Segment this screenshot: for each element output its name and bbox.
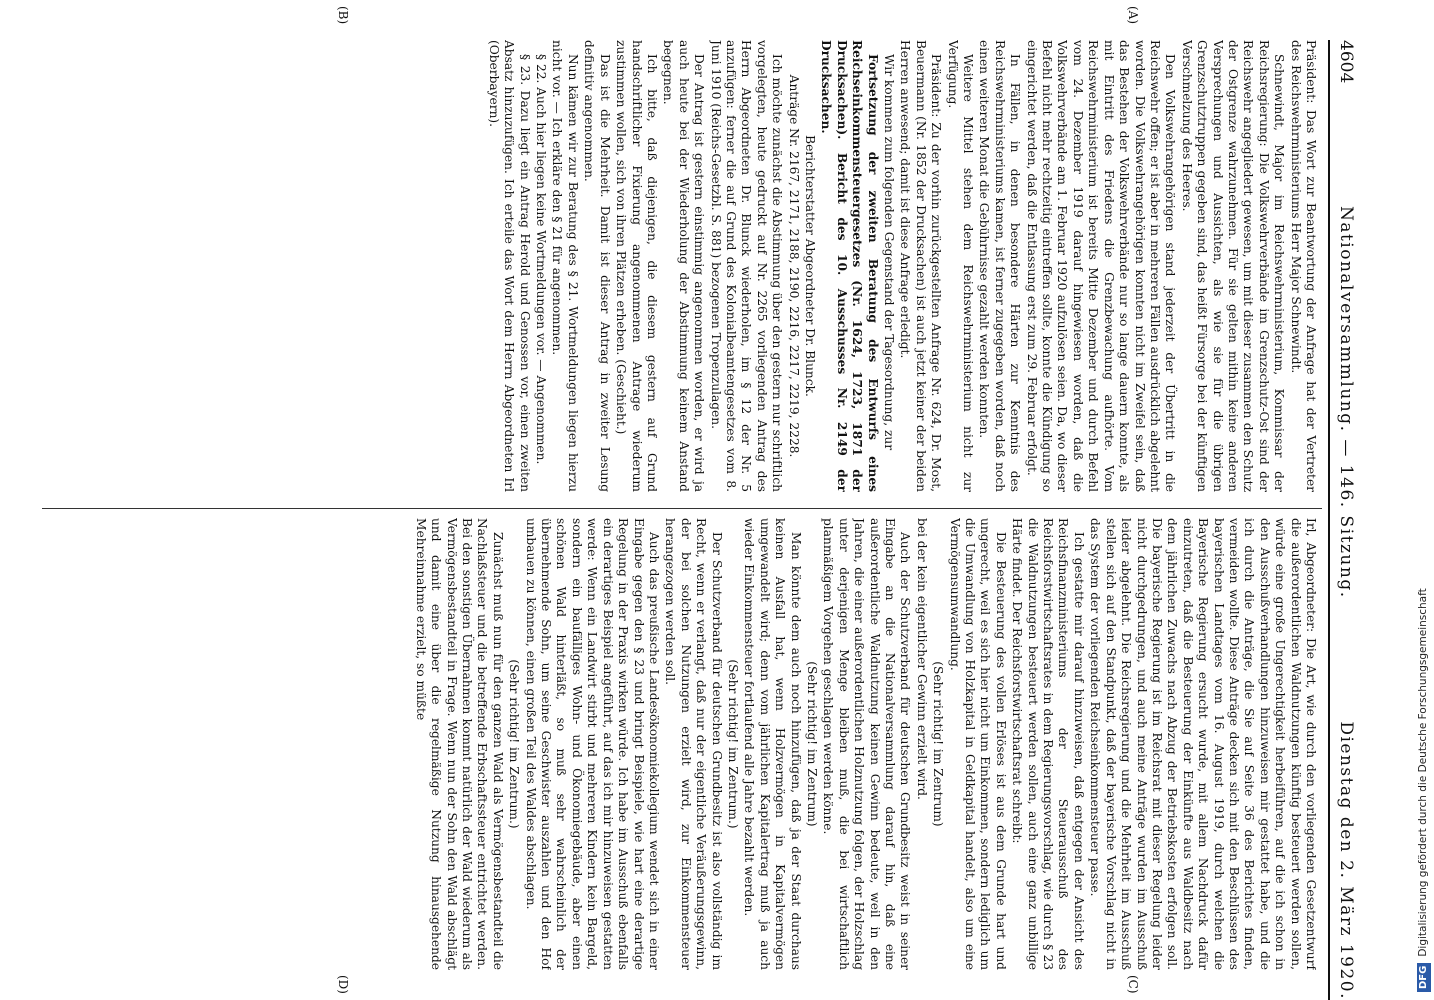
paragraph: Berichterstatter Abgeordneter Dr. Blunck. — [803, 135, 817, 397]
paragraph: Auch der Schutzverband für deutschen Grundbesitz weist in seiner Eingabe an die Nationalversammlung darauf hin, daß eine außerordentliche Waldnutzung keinen Gewinn bedeute, weil in den Jahren, die einer außerordentlichen Holznutzung folgen, der Holzschlag unter derjenigen Menge bleiben muß, die bei wirtschaftlich planmäßigem Vorgehen geschlagen werden könne. — [821, 518, 913, 970]
paragraph: § 22. Auch hier liegen keine Wortmeldungen vor. — Angenommen. — [534, 54, 549, 465]
header-date: Dienstag den 2. März 1920. — [1336, 721, 1356, 1000]
paragraph: bei der kein eigentlicher Gewinn erzielt wird. — [914, 518, 929, 800]
paragraph: Der Schutzverband für deutschen Grundbesitz ist also vollständig im Recht, wenn er verlangt, daß nur der eigentliche Veräußerungsgewinn, der bei solchen Nutzungen erzielt wird, zur Einkommensteuer herangezogen werden soll. — [663, 518, 724, 970]
margin-mark-d: (D) — [336, 975, 350, 994]
paragraph: Präsident: Zu der vorhin zurückgestellten Anfrage Nr. 624, Dr. Most, Beuermann (Nr. 1852 der Drucksachen) ist auch jetzt keiner der beiden Herren anwesend; damit ist diese Anfrage erledigt. — [898, 40, 944, 492]
interjection: (Sehr richtig! im Zentrum) — [931, 661, 946, 827]
margin-mark-b: (B) — [336, 6, 350, 25]
paragraph: Wir kommen zum folgenden Gegenstand der Tagesordnung, zur — [882, 54, 897, 451]
running-header — [1336, 40, 1370, 1000]
paragraph: Auch das preußische Landesökonomiekollegium wendet sich in einer Eingabe gegen den § 23 und bringt Beispiele, wie hart eine derartige Regelung in der Praxis wirken würde. Ich habe im Ausschuß ebenfalls ein derartiges Beispiel angeführt, auf das ich mir hinzuweisen gestatten werde: Wenn ein Landwirt stirbt und mehreren Kindern kein Bargeld, sondern ein baufälliges Wohn- und Ökonomiegebäude, aber einen schönen Wald hinterläßt, so muß sehr wahrscheinlich der übernehmende Sohn, um seine Geschwister auszahlen und den Hof umbauen zu können, einen großen Teil des Waldes abschlagen. — [523, 518, 661, 970]
paragraph: Irl, Abgeordneter: Die Art, wie durch den vorliegenden Gesetzentwurf die außerordentlichen Waldnutzungen künftig besteuert werden sollen, würde eine große Ungerechtigkeit herbeiführen, auf die ich schon in den Ausschußverhandlungen hinzuweisen mir gestattet habe, und die ich durch die Anträge, die Sie auf Seite 36 des Berichtes finden, vermeiden wollte. Diese Anträge decken sich mit den Beschlüssen des bayerischen Landtages vom 16. August 1919, durch welchen die Bayerische Regierung ersucht wurde, mit allem Nachdruck dafür einzutreten, daß die Besteuerung der Einkünfte aus Waldbesitz nach dem jährlichen Zuwachs nach Abzug der Betriebskosten erfolgen soll. Die bayerische Regierung ist im Reichsrat mit dieser Regelung leider nicht durchgedrungen, und auch meine Anträge wurden im Ausschuß leider abgelehnt. Die Reichsregierung und die Mehrheit im Ausschuß stellen sich auf den Standpunkt, daß der bayerische Vorschlag nicht in das System der vorliegenden Reichseinkommensteuer passe. — [1088, 518, 1318, 970]
dfg-credit-text: Digitalisierung gefördert durch die Deutsche Forschungsgemeinschaft — [1417, 588, 1429, 957]
dfg-sidebar — [1414, 12, 1432, 992]
right-column — [48, 518, 1318, 970]
paragraph: § 23. Dazu liegt ein Antrag Herold und Genossen vor, einen zweiten Absatz hinzuzufügen. Ich erteile das Wort dem Herrn Abgeordneten Irl (Oberbayern). — [486, 40, 532, 492]
paragraph: Anträge Nr. 2167, 2171, 2188, 2190, 2216, 2217, 2219, 2228. — [786, 74, 801, 458]
paragraph: Das ist die Mehrheit. Damit ist dieser Antrag in zweiter Lesung definitiv angenommen. — [582, 40, 612, 492]
page-number: 4604 — [1336, 40, 1356, 84]
agenda-item: Fortsetzung der zweiten Beratung des Entwurfs eines Reichseinkommensteuergesetzes (Nr. 1624, 1723, 1871 der Drucksachen). Bericht des 10. Ausschusses Nr. 2149 der Drucksachen. — [819, 40, 880, 492]
margin-mark-c: (C) — [1126, 975, 1140, 994]
header-title: Nationalversammlung. — 146. Sitzung. — [1336, 205, 1356, 599]
paragraph: Nun kämen wir zur Beratung des § 21. Wortmeldungen liegen hierzu nicht vor. — Ich erkläre den § 21 für angenommen. — [550, 40, 580, 492]
interjection: (Sehr richtig! im Zentrum.) — [507, 659, 522, 829]
document-page — [40, 6, 1370, 1000]
paragraph: Zunächst muß nun für den ganzen Wald als Vermögensbestandteil die Nachlaßsteuer und die betreffende Erbschaftssteuer entrichtet werden. Bei den sonstigen Übernahmen kommt natürlich der Wald wiederum als Vermögensbestandteil in Frage. Wenn nun der Sohn den Wald abschlägt und damit eine über die regelmäßige Nutzung hinausgehende Mehreinnahme erzielt, so müßte — [413, 518, 505, 970]
paragraph: Ich möchte zunächst die Abstimmung über den gestern nur schriftlich vorgelegten, heute gedruckt auf Nr. 2265 vorliegenden Antrag des Herrn Abgeordneten Dr. Blunck wiederholen, im § 12 der Nr. 5 anzufügen: ferner die auf Grund des Kolonialbeamtengesetzes vom 8. Juni 1910 (Reichs-Gesetzbl. S. 881) bezogenen Tropenzulagen. — [708, 40, 785, 492]
header-rule — [1328, 40, 1330, 1000]
column-divider — [42, 508, 1322, 509]
paragraph: Weitere Mittel stehen dem Reichswehrministerium nicht zur Verfügung. — [945, 40, 976, 492]
paragraph: Ich bitte, daß diejenigen, die diesem gestern auf Grund handschriftlicher Fixierung angenommenen Antrage wiederum zustimmen wollen, sich von ihren Plätzen erheben. (Geschieht.) — [614, 40, 659, 492]
paragraph: In Fällen, in denen besondere Härten zur Kenntnis des Reichswehrministeriums kamen, ist ferner zugegeben worden, daß noch einen weiteren Monat die Gebührnisse gezahlt werden konnten. — [977, 40, 1023, 492]
interjection: (Sehr richtig! im Zentrum) — [805, 661, 819, 827]
paragraph: Der Antrag ist gestern einstimmig angenommen worden, er wird ja auch heute bei der Wiederholung der Abstimmung keinem Anstand begegnen. — [661, 40, 707, 492]
paragraph: Man könnte dem auch noch hinzufügen, daß ja der Staat durchaus keinen Ausfall hat, wenn Holzvermögen in Kapitalvermögen umgewandelt wird; denn vom jährlichen Kapitalertrag muß ja auch wieder Einkommensteuer fortlaufend alle Jahre bezahlt werden. — [742, 518, 803, 970]
left-column — [48, 40, 1318, 492]
quotation: Die Besteuerung des vollen Erlöses ist aus dem Grunde hart und ungerecht, weil es sich hier nicht um Einkommen, sondern lediglich um die Umwandlung von Holzkapital in Geldkapital handelt, also um eine Vermögensumwandlung. — [947, 518, 1008, 970]
interjection: (Sehr richtig! im Zentrum.) — [725, 659, 740, 829]
margin-mark-a: (A) — [1126, 6, 1140, 25]
paragraph: Präsident: Das Wort zur Beantwortung der Anfrage hat der Vertreter des Reichswehrministeriums Herr Major Schnewindt. — [1288, 40, 1318, 492]
paragraph: Ich gestatte mir darauf hinzuweisen, daß entgegen der Ansicht des Reichsfinanzministeriums der Steuerausschuß des Reichsforstwirtschaftsrates in dem Regierungsvorschlag, wie durch § 23 die Waldnutzungen besteuert werden sollen, auch eine ganz unbillige Härte findet. Der Reichsforstwirtschaftsrat schreibt: — [1010, 518, 1086, 970]
dfg-credit — [1414, 12, 1432, 992]
paragraph: Den Volkswehrangehörigen stand jederzeit der Übertritt in die Reichswehr offen; er ist aber in mehreren Fällen ausdrücklich abgelehnt worden. Die Volkswehrangehörigen konnten nicht im Zweifel sein, daß das Bestehen der Volkswehrverbände nur so lange dauern konnte, als mit Eintritt des Friedens die Grenzbewachung aufhörte. Vom Reichswehrministerium ist bereits Mitte Dezember und durch Befehl vom 24. Dezember 1919 darauf hingewiesen worden, daß die Volkswehrverbände am 1. Februar 1920 aufzulösen seien. Da, wo dieser Befehl nicht mehr rechtzeitig eintreffen sollte, konnte die Kündigung so eingerichtet werden, daß die Entlassung erst zum 29. Februar erfolgt. — [1024, 40, 1178, 492]
dfg-logo: DFG — [1417, 963, 1431, 992]
paragraph: Schnewindt, Major im Reichswehrministerium, Kommissar der Reichsregierung: Die Volkswehrverbände im Grenzschutz-Ost sind der Reichswehr angegliedert gewesen, um mit dieser zusammen den Schutz der Ostgrenze wahrzunehmen. Für sie gelten mithin keine anderen Versprechungen und Aussichten, als wie sie für die übrigen Grenzschutztruppen gegeben sind, das heißt Fürsorge bei der künftigen Verschmelzung des Heeres. — [1179, 40, 1287, 492]
